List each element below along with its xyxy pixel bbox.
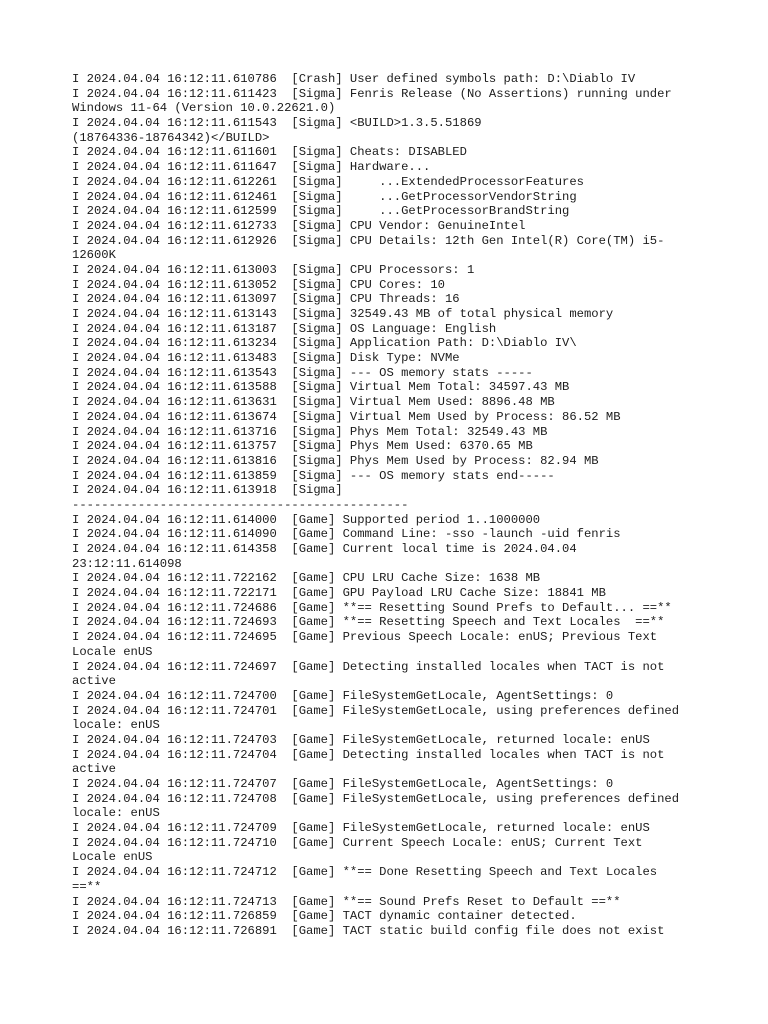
- log-line: I 2024.04.04 16:12:11.722162 [Game] CPU LRU Cache Size: 1638 MB: [72, 571, 541, 586]
- log-line: I 2024.04.04 16:12:11.613918 [Sigma]: [72, 483, 343, 498]
- log-line: I 2024.04.04 16:12:11.612926 [Sigma] CPU Details: 12th Gen Intel(R) Core(TM) i5-: [72, 233, 665, 248]
- log-line: Locale enUS: [72, 850, 153, 865]
- log-line: I 2024.04.04 16:12:11.724703 [Game] FileSystemGetLocale, returned locale: enUS: [72, 732, 650, 747]
- log-line: I 2024.04.04 16:12:11.724686 [Game] **== Resetting Sound Prefs to Default... ==**: [72, 600, 672, 615]
- log-line: ----------------------------------------------: [72, 497, 409, 512]
- log-line: I 2024.04.04 16:12:11.724697 [Game] Detecting installed locales when TACT is not: [72, 659, 665, 674]
- log-line: I 2024.04.04 16:12:11.614090 [Game] Command Line: -sso -launch -uid fenris: [72, 527, 621, 542]
- log-line: I 2024.04.04 16:12:11.724712 [Game] **== Done Resetting Speech and Text Locales: [72, 865, 658, 880]
- log-line: active: [72, 674, 116, 689]
- log-line: I 2024.04.04 16:12:11.724700 [Game] FileSystemGetLocale, AgentSettings: 0: [72, 688, 614, 703]
- log-line: I 2024.04.04 16:12:11.726891 [Game] TACT static build config file does not exist: [72, 923, 665, 938]
- log-line: I 2024.04.04 16:12:11.724701 [Game] FileSystemGetLocale, using preferences defined: [72, 703, 680, 718]
- log-line: I 2024.04.04 16:12:11.613588 [Sigma] Virtual Mem Total: 34597.43 MB: [72, 380, 570, 395]
- log-line: I 2024.04.04 16:12:11.612599 [Sigma] ...GetProcessorBrandString: [72, 204, 570, 219]
- log-line: I 2024.04.04 16:12:11.613052 [Sigma] CPU Cores: 10: [72, 277, 445, 292]
- log-line: I 2024.04.04 16:12:11.611601 [Sigma] Cheats: DISABLED: [72, 145, 467, 160]
- log-line: I 2024.04.04 16:12:11.613483 [Sigma] Disk Type: NVMe: [72, 351, 460, 366]
- log-line: I 2024.04.04 16:12:11.614358 [Game] Current local time is 2024.04.04: [72, 542, 577, 556]
- log-line: 23:12:11.614098: [72, 556, 182, 571]
- log-line: I 2024.04.04 16:12:11.724710 [Game] Current Speech Locale: enUS; Current Text: [72, 835, 643, 850]
- log-text-block: [72, 72, 712, 939]
- log-line: I 2024.04.04 16:12:11.613234 [Sigma] Application Path: D:\Diablo IV\: [72, 336, 577, 351]
- log-line: I 2024.04.04 16:12:11.613716 [Sigma] Phys Mem Total: 32549.43 MB: [72, 424, 548, 439]
- log-line: I 2024.04.04 16:12:11.611647 [Sigma] Hardware...: [72, 160, 431, 175]
- log-line: ==**: [72, 879, 102, 894]
- log-line: I 2024.04.04 16:12:11.613143 [Sigma] 32549.43 MB of total physical memory: [72, 307, 614, 321]
- log-line: locale: enUS: [72, 718, 160, 733]
- log-line: I 2024.04.04 16:12:11.614000 [Game] Supported period 1..1000000: [72, 512, 541, 527]
- log-line: I 2024.04.04 16:12:11.611543 [Sigma] <BUILD>1.3.5.51869: [72, 116, 482, 131]
- log-line: I 2024.04.04 16:12:11.613816 [Sigma] Phys Mem Used by Process: 82.94 MB: [72, 453, 599, 468]
- log-line: I 2024.04.04 16:12:11.724707 [Game] FileSystemGetLocale, AgentSettings: 0: [72, 777, 614, 791]
- log-line: I 2024.04.04 16:12:11.613674 [Sigma] Virtual Mem Used by Process: 86.52 MB: [72, 409, 621, 424]
- log-line: I 2024.04.04 16:12:11.726859 [Game] TACT dynamic container detected.: [72, 909, 577, 924]
- log-line: I 2024.04.04 16:12:11.724713 [Game] **== Sound Prefs Reset to Default ==**: [72, 894, 621, 909]
- log-line: I 2024.04.04 16:12:11.724709 [Game] FileSystemGetLocale, returned locale: enUS: [72, 821, 650, 836]
- log-line: I 2024.04.04 16:12:11.613003 [Sigma] CPU Processors: 1: [72, 262, 475, 277]
- log-line: I 2024.04.04 16:12:11.612461 [Sigma] ...GetProcessorVendorString: [72, 189, 577, 204]
- log-line: I 2024.04.04 16:12:11.612733 [Sigma] CPU Vendor: GenuineIntel: [72, 218, 526, 233]
- log-line: I 2024.04.04 16:12:11.724704 [Game] Detecting installed locales when TACT is not: [72, 747, 665, 762]
- log-line: I 2024.04.04 16:12:11.610786 [Crash] User defined symbols path: D:\Diablo IV: [72, 72, 636, 86]
- log-line: locale: enUS: [72, 806, 160, 821]
- log-line: (18764336-18764342)</BUILD>: [72, 130, 270, 145]
- log-line: I 2024.04.04 16:12:11.612261 [Sigma] ...ExtendedProcessorFeatures: [72, 174, 584, 189]
- log-line: I 2024.04.04 16:12:11.724695 [Game] Previous Speech Locale: enUS; Previous Text: [72, 630, 658, 645]
- log-line: Locale enUS: [72, 644, 153, 659]
- log-line: I 2024.04.04 16:12:11.613187 [Sigma] OS Language: English: [72, 321, 497, 336]
- log-line: I 2024.04.04 16:12:11.611423 [Sigma] Fenris Release (No Assertions) running under: [72, 86, 672, 101]
- log-line: active: [72, 762, 116, 777]
- log-line: I 2024.04.04 16:12:11.613631 [Sigma] Virtual Mem Used: 8896.48 MB: [72, 395, 555, 410]
- log-line: I 2024.04.04 16:12:11.613097 [Sigma] CPU Threads: 16: [72, 292, 460, 307]
- log-line: I 2024.04.04 16:12:11.722171 [Game] GPU Payload LRU Cache Size: 18841 MB: [72, 586, 606, 601]
- log-line: I 2024.04.04 16:12:11.724708 [Game] FileSystemGetLocale, using preferences defined: [72, 791, 680, 806]
- log-line: I 2024.04.04 16:12:11.613543 [Sigma] --- OS memory stats -----: [72, 365, 533, 380]
- log-line: Windows 11-64 (Version 10.0.22621.0): [72, 101, 336, 116]
- log-line: I 2024.04.04 16:12:11.613757 [Sigma] Phys Mem Used: 6370.65 MB: [72, 439, 533, 454]
- log-line: 12600K: [72, 248, 116, 263]
- log-line: I 2024.04.04 16:12:11.613859 [Sigma] --- OS memory stats end-----: [72, 468, 555, 483]
- log-line: I 2024.04.04 16:12:11.724693 [Game] **== Resetting Speech and Text Locales ==**: [72, 615, 665, 630]
